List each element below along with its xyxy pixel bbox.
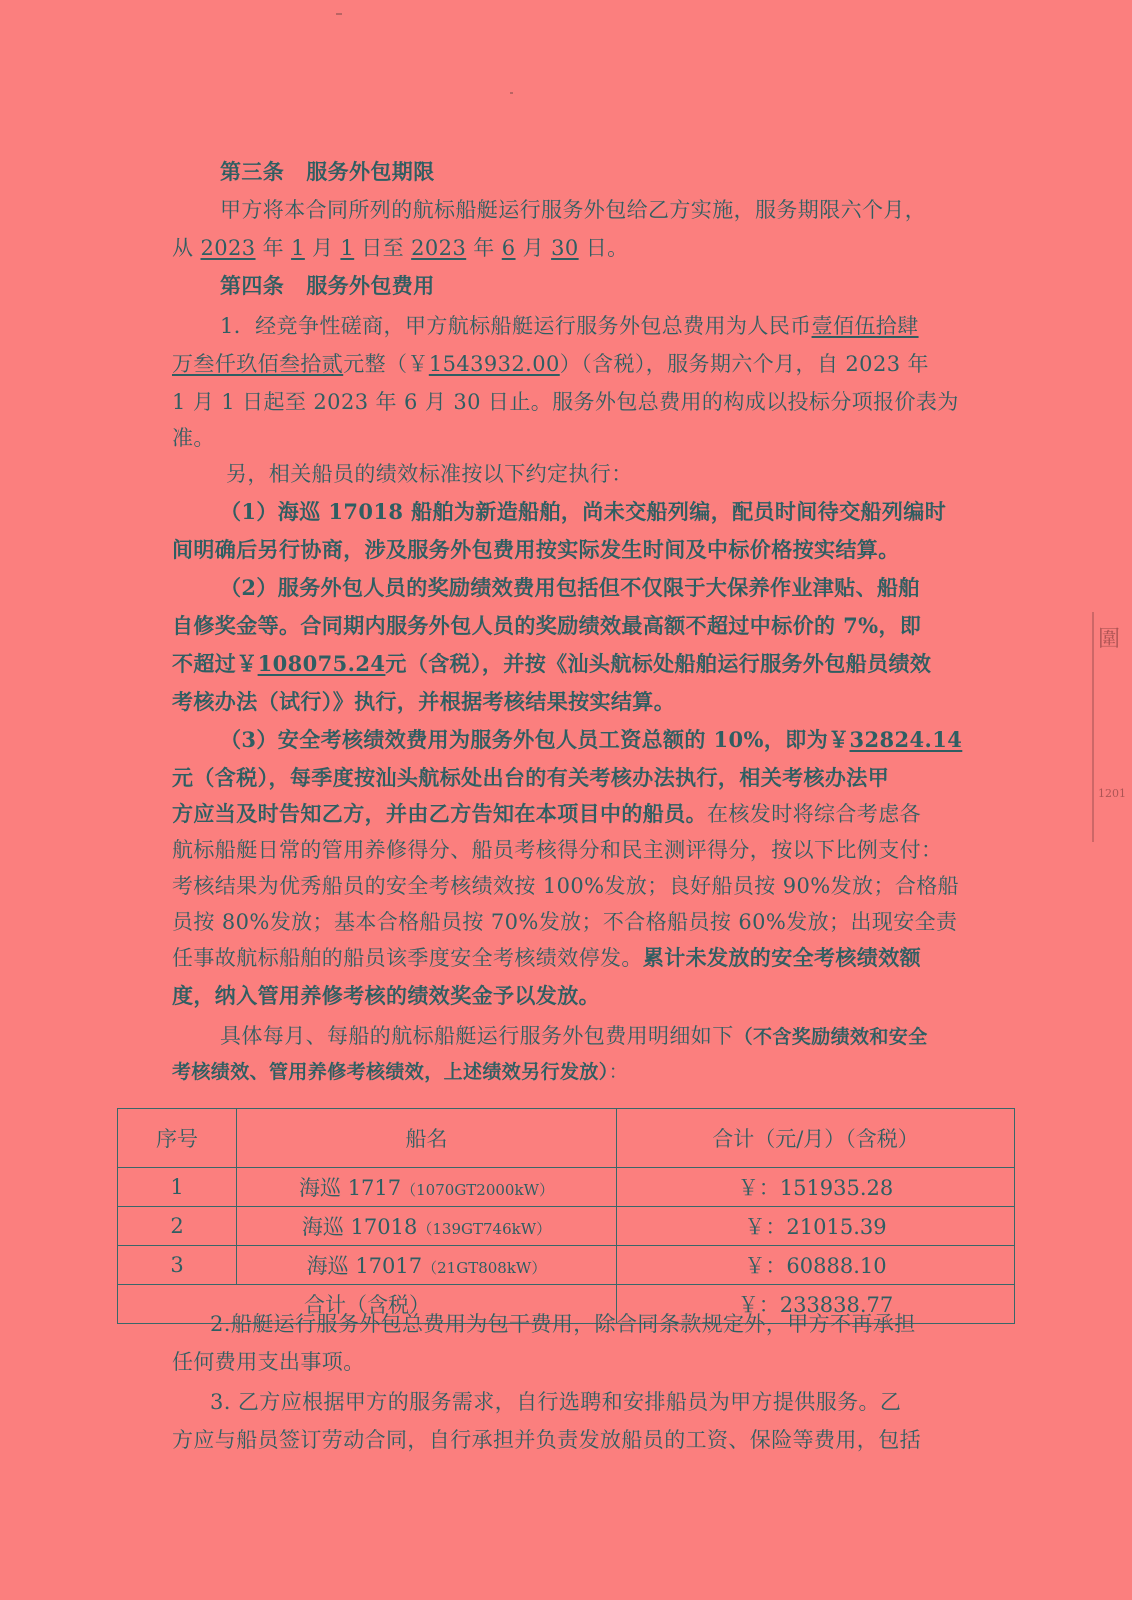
fee-paragraph-line2: 万叁仟玖佰叁拾贰元整（￥1543932.00）（含税），服务期六个月，自 2023 年 xyxy=(172,352,929,376)
item3-line7: 任事故航标船舶的船员该季度安全考核绩效停发。累计未发放的安全考核绩效额 xyxy=(172,945,922,970)
detail-intro-line1: 具体每月、每船的航标船艇运行服务外包费用明细如下（不含奖励绩效和安全 xyxy=(220,1024,928,1048)
seal-stamp-fragment xyxy=(1092,612,1132,842)
row-total: ￥：151935.28 xyxy=(617,1168,1015,1207)
article4-heading: 第四条 服务外包费用 xyxy=(220,273,435,298)
fee-paragraph-line4: 准。 xyxy=(172,426,215,450)
item3-line8: 度，纳入管用养修考核的绩效奖金予以发放。 xyxy=(172,983,600,1008)
header-ship-name: 船名 xyxy=(237,1109,617,1168)
item2-line3: 不超过￥108075.24元（含税），并按《汕头航标处船舶运行服务外包船员绩效 xyxy=(172,651,932,676)
item2-line2: 自修奖金等。合同期内服务外包人员的奖励绩效最高额不超过中标价的 7%，即 xyxy=(172,613,922,638)
item3-line5: 考核结果为优秀船员的安全考核绩效按 100%发放；良好船员按 90%发放；合格船 xyxy=(172,874,960,898)
clause3-line1: 3. 乙方应根据甲方的服务需求，自行选聘和安排船员为甲方提供服务。乙 xyxy=(210,1390,902,1414)
row-no: 1 xyxy=(118,1168,237,1207)
item2-line4: 考核办法（试行）》执行，并根据考核结果按实结算。 xyxy=(172,689,676,714)
item3-line1: （3）安全考核绩效费用为服务外包人员工资总额的 10%，即为￥32824.14 xyxy=(220,727,963,752)
scan-speck xyxy=(510,92,513,94)
article3-heading: 第三条 服务外包期限 xyxy=(220,159,435,184)
item1-line1: （1）海巡 17018 船舶为新造船舶，尚未交船列编，配员时间待交船列编时 xyxy=(220,499,947,524)
article3-line2: 从 2023 年 1 月 1 日至 2023 年 6 月 30 日。 xyxy=(172,236,629,260)
header-total: 合计（元/月）（含税） xyxy=(617,1109,1015,1168)
sum-label: 合计（含税） xyxy=(118,1285,617,1324)
row-total: ￥：21015.39 xyxy=(617,1207,1015,1246)
item3-line3: 方应当及时告知乙方，并由乙方告知在本项目中的船员。在核发时将综合考虑各 xyxy=(172,801,921,826)
item2-line1: （2）服务外包人员的奖励绩效费用包括但不仅限于大保养作业津贴、船舶 xyxy=(220,575,920,600)
row-no: 2 xyxy=(118,1207,237,1246)
fee-table xyxy=(117,1108,1015,1324)
stamp-digits: 1201 xyxy=(1098,787,1126,800)
row-no: 3 xyxy=(118,1246,237,1285)
article3-line1: 甲方将本合同所列的航标船艇运行服务外包给乙方实施，服务期限六个月， xyxy=(220,198,927,222)
row-total: ￥：60888.10 xyxy=(617,1246,1015,1285)
header-no: 序号 xyxy=(118,1109,237,1168)
table-header-row xyxy=(118,1109,1015,1168)
item1-line2: 间明确后另行协商，涉及服务外包费用按实际发生时间及中标价格按实结算。 xyxy=(172,537,900,562)
table-row xyxy=(118,1207,1015,1246)
row-ship-name: 海巡 17018（139GT746kW） xyxy=(237,1207,617,1246)
scan-speck xyxy=(336,13,342,15)
clause2-line1: 2.船艇运行服务外包总费用为包干费用，除合同条款规定外，甲方不再承担 xyxy=(210,1312,916,1336)
item3-line4: 航标船艇日常的管用养修得分、船员考核得分和民主测评得分，按以下比例支付： xyxy=(172,838,943,862)
table-row xyxy=(118,1246,1015,1285)
fee-paragraph-line1: 1．经竞争性磋商，甲方航标船艇运行服务外包总费用为人民币壹佰伍拾肆 xyxy=(220,314,919,338)
table-row xyxy=(118,1168,1015,1207)
row-ship-name: 海巡 17017（21GT808kW） xyxy=(237,1246,617,1285)
clause3-line2: 方应与船员签订劳动合同，自行承担并负责发放船员的工资、保险等费用，包括 xyxy=(172,1428,921,1452)
fee-paragraph-line3: 1 月 1 日起至 2023 年 6 月 30 日止。服务外包总费用的构成以投标分项报价表为 xyxy=(172,390,959,414)
item3-line2: 元（含税），每季度按汕头航标处出台的有关考核办法执行，相关考核办法甲 xyxy=(172,765,890,790)
clause2-line2: 任何费用支出事项。 xyxy=(172,1350,365,1374)
performance-intro: 另，相关船员的绩效标准按以下约定执行： xyxy=(226,462,633,486)
stamp-glyph: 圍 xyxy=(1098,627,1121,652)
row-ship-name: 海巡 1717（1070GT2000kW） xyxy=(237,1168,617,1207)
detail-intro-line2: 考核绩效、管用养修考核绩效，上述绩效另行发放）： xyxy=(172,1061,629,1083)
sum-total: ￥：233838.77 xyxy=(617,1285,1015,1324)
item3-line6: 员按 80%发放；基本合格船员按 70%发放；不合格船员按 60%发放；出现安全责 xyxy=(172,910,958,934)
